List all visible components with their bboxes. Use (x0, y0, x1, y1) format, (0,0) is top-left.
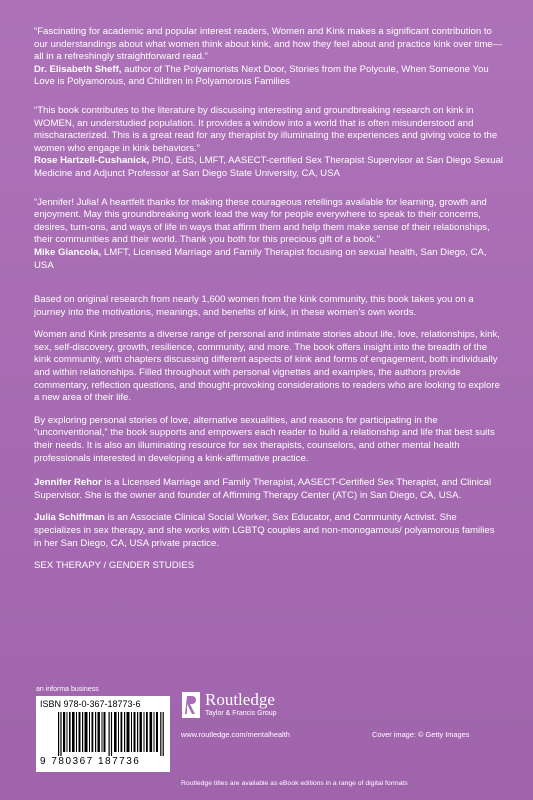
author-bio (34, 477, 504, 502)
ebook-note: Routledge titles are available as eBook editions in a range of digital formats (181, 780, 408, 787)
quote-attribution (34, 64, 504, 89)
imprint-line: an informa business (36, 686, 99, 693)
author-bio-text: is an Associate Clinical Social Worker, Sex Educator, and Community Activist. She specializes in sex therapy, and she works with LGBTQ couples and non-monogamous/ polyamorous families in her San Diego, CA, USA private practice. (34, 512, 495, 549)
isbn-barcode-box (36, 696, 170, 772)
barcode-number: 9 780367 187736 (40, 756, 141, 767)
description-paragraph: Women and Kink presents a diverse range of personal and intimate stories about life, love, relationships, kink, sex, self-discovery, growth, resilience, community, and more. The book offers insight into the breadth of the kink community, with chapters discussing different aspects of kink and forms of engagement, both individually and within relationships. Filled throughout with personal vignettes and examples, the authors provide commentary, reflection questions, and thought-provoking considerations to readers who are looking to explore a new area of their life. (34, 329, 500, 404)
description-paragraph: By exploring personal stories of love, alternative sexualities, and reasons for participating in the “unconventional,” the book supports and empowers each reader to build a relationship and life that best suits their needs. It is also an illuminating resource for sex therapists, counselors, and other mental health professionals interested in developing a kink-affirmative practice. (34, 414, 495, 464)
quote-text: “Fascinating for academic and popular interest readers, Women and Kink makes a significant contribution to our understandings about what women think about kink, and how they feel about and practice kink over time—all in a refreshingly straightforward read.” (34, 26, 503, 63)
author-bio-text: is a Licensed Marriage and Family Therapist, AASECT-Certified Sex Therapist, and Clinical Supervisor. She is the owner and founder of Affirming Therapy Center (ATC) in San Diego, CA, USA. (34, 477, 492, 501)
author-name: Jennifer Rehor (34, 477, 102, 489)
subject-categories: SEX THERAPY / GENDER STUDIES (34, 560, 195, 572)
quote-attribution (34, 247, 504, 272)
quote-author: Dr. Elisabeth Sheff, (34, 63, 122, 75)
barcode-icon (58, 712, 164, 756)
quote-credentials: LMFT, Licensed Marriage and Family Therapist focusing on sexual health, San Diego, CA, USA (34, 246, 487, 271)
publisher-name: Routledge (205, 690, 275, 709)
quote-credentials: PhD, EdS, LMFT, AASECT-certified Sex Therapist Supervisor at San Diego Sexual Medicine and Adjunct Professor at San Diego State University, CA, USA (34, 155, 504, 179)
quote-text: “Jennifer! Julia! A heartfelt thanks for making these courageous retellings available for learning, growth and enjoyment. May this groundbreaking work lead the way for people everywhere to speak to their concerns, desires, turn-ons, and ways of life in ways that affirm them and help them make sense of their relationships, their communities and their world. Thank you both for this precious gift of a book.” (34, 196, 490, 246)
routledge-logo-icon (182, 692, 200, 718)
quote-attribution (34, 155, 504, 180)
cover-text (34, 26, 504, 573)
author-bio (34, 512, 504, 550)
quote-credentials: author of The Polyamorists Next Door, Stories from the Polycule, When Someone You Love is Polyamorous, and Children in Polyamorous Families (34, 63, 489, 88)
endorsement-quote (34, 26, 504, 89)
description-paragraph: Based on original research from nearly 1,600 women from the kink community, this book takes you on a journey into the motivations, meanings, and benefits of kink, in these women’s own words. (34, 294, 474, 318)
quote-author: Rose Hartzell-Cushanick, (34, 155, 150, 167)
cover-image-credit: Cover image: © Getty Images (372, 730, 470, 739)
isbn-label: ISBN 978-0-367-18773-6 (40, 699, 141, 709)
endorsement-quote (34, 105, 504, 181)
publisher-website: www.routledge.com/mentalhealth (181, 730, 290, 739)
publisher-group: Taylor & Francis Group (205, 710, 277, 717)
endorsement-quote (34, 197, 504, 273)
quote-text: “This book contributes to the literature by discussing interesting and groundbreaking research on kink in WOMEN, an understudied population. It provides a window into a world that is often misunderstood and mischaracterized. This is a great read for any therapist by illuminating the experiences and giving voice to the women who engage in kink behaviors.” (34, 104, 498, 154)
author-name: Julia Schiffman (34, 512, 105, 524)
quote-author: Mike Giancola, (34, 246, 102, 258)
